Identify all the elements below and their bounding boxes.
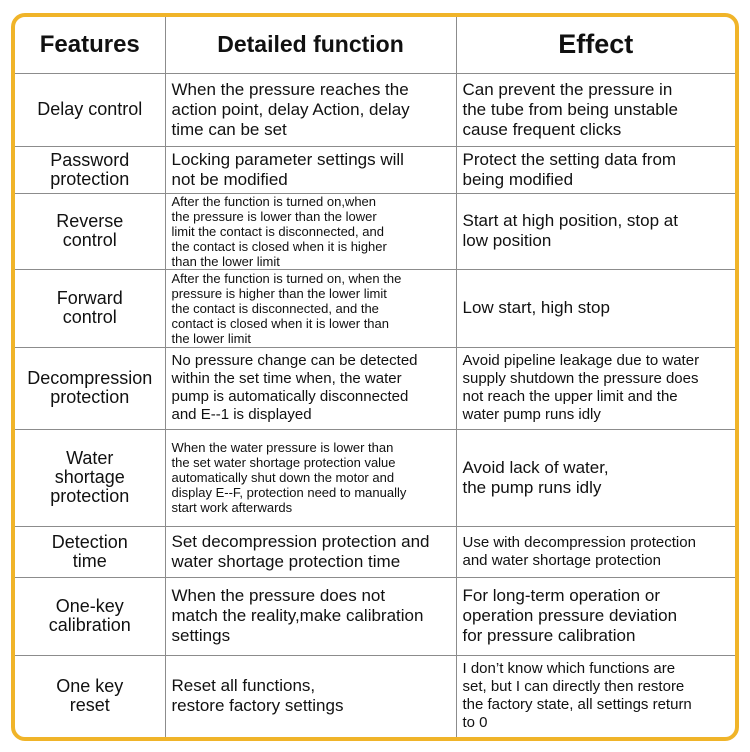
feature-label: Delay control (37, 99, 143, 119)
feature-label: Water shortage protection (50, 448, 130, 506)
effect-text: Avoid lack of water, the pump runs idly (462, 457, 609, 497)
feature-label: Reverse control (56, 211, 124, 250)
effect-text: For long-term operation or operation pressure deviation for pressure calibration (462, 586, 678, 645)
effect-cell (456, 429, 735, 526)
detail-text: Set decompression protection and water shortage protection time (171, 531, 430, 571)
feature-label: Password protection (50, 149, 130, 189)
feature-cell (15, 577, 165, 655)
feature-cell (15, 269, 165, 347)
effect-cell (456, 193, 735, 269)
detail-cell (165, 655, 456, 737)
detail-text: When the water pressure is lower than the set water shortage protection value automatically shut down the motor and display E--F, protection need to manually start work afterwards (171, 440, 407, 515)
effect-text: Start at high position, stop at low position (462, 211, 678, 250)
feature-cell (15, 347, 165, 429)
detail-cell (165, 73, 456, 146)
table-row (15, 655, 735, 737)
feature-cell (15, 73, 165, 146)
detail-cell (165, 577, 456, 655)
detail-cell (165, 193, 456, 269)
features-table (15, 17, 735, 737)
detail-text: No pressure change can be detected within the set time when, the water pump is automatically disconnected and E--1 is displayed (171, 352, 418, 423)
table-row (15, 193, 735, 269)
detail-cell (165, 146, 456, 193)
table-header-row (15, 17, 735, 73)
feature-cell (15, 193, 165, 269)
detail-text: After the function is turned on,when the pressure is lower than the lower limit the contact is disconnected, and the contact is closed when it is higher than the lower limit (171, 193, 387, 269)
detail-cell (165, 269, 456, 347)
table-row (15, 577, 735, 655)
effect-text: Protect the setting data from being modified (462, 149, 677, 189)
effect-text: I don’t know which functions are set, but I can directly then restore the factory state, all settings return to 0 (462, 660, 692, 732)
detail-text: Reset all functions, restore factory settings (171, 676, 344, 716)
header-effect: Effect (456, 17, 735, 73)
effect-cell (456, 577, 735, 655)
table-row (15, 73, 735, 146)
table-row (15, 429, 735, 526)
detail-text: When the pressure reaches the action point, delay Action, delay time can be set (171, 79, 410, 139)
feature-label: Detection time (51, 531, 128, 571)
detail-cell (165, 526, 456, 577)
effect-cell (456, 347, 735, 429)
feature-label: One-key calibration (48, 596, 131, 635)
feature-cell (15, 429, 165, 526)
detail-text: Locking parameter settings will not be modified (171, 149, 404, 189)
table-frame (11, 13, 739, 741)
feature-cell (15, 655, 165, 737)
feature-cell (15, 526, 165, 577)
table-row (15, 146, 735, 193)
effect-text: Low start, high stop (462, 298, 610, 317)
table-row (15, 347, 735, 429)
effect-cell (456, 146, 735, 193)
effect-text: Use with decompression protection and water shortage protection (462, 533, 696, 569)
effect-text: Can prevent the pressure in the tube from being unstable cause frequent clicks (462, 79, 678, 139)
detail-text: When the pressure does not match the reality,make calibration settings (171, 586, 424, 645)
effect-cell (456, 655, 735, 737)
effect-cell (456, 269, 735, 347)
detail-cell (165, 347, 456, 429)
detail-cell (165, 429, 456, 526)
feature-label: One key reset (56, 676, 124, 716)
effect-cell (456, 73, 735, 146)
feature-cell (15, 146, 165, 193)
table-row (15, 269, 735, 347)
effect-cell (456, 526, 735, 577)
feature-label: Decompression protection (27, 368, 153, 407)
feature-label: Forward control (56, 288, 123, 327)
table-row (15, 526, 735, 577)
header-detailed-function: Detailed function (165, 17, 456, 73)
header-features: Features (15, 17, 165, 73)
detail-text: After the function is turned on, when the pressure is higher than the lower limit the contact is disconnected, and the contact is closed when it is lower than the lower limit (171, 270, 402, 346)
effect-text: Avoid pipeline leakage due to water supply shutdown the pressure does not reach the upper limit and the water pump runs idly (462, 352, 700, 423)
